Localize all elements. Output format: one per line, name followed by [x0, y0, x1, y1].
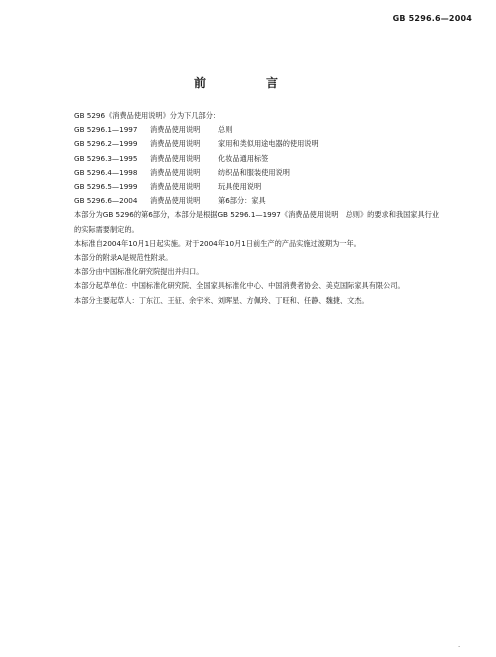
- paragraph-effective-date: 本标准自2004年10月1日起实施。对于2004年10月1日前生产的产品实施过渡期为一年。: [74, 238, 361, 248]
- part-code: GB 5296.2—1999: [74, 139, 138, 149]
- part-desc: 化妆品通用标签: [218, 153, 269, 163]
- part-desc: 玩具使用说明: [218, 182, 262, 192]
- page-title: 前 言: [193, 76, 302, 90]
- part-row: [64, 137, 442, 151]
- part-row: [64, 194, 442, 208]
- paragraph-appendix: 本部分的附录A是规范性附录。: [74, 253, 173, 263]
- part-desc: 总则: [218, 125, 233, 135]
- part-row: [64, 166, 442, 180]
- standard-code: GB 5296.6—2004: [392, 14, 472, 23]
- paragraph-drafting-units: 本部分起草单位：中国标准化研究院、全国家具标准化中心、中国消费者协会、美克国际家具有限公司。: [74, 281, 405, 291]
- part-row: [64, 180, 442, 194]
- part-code: GB 5296.1—1997: [74, 125, 138, 135]
- part-row: [64, 152, 442, 166]
- part-name: 消费品使用说明: [150, 182, 201, 192]
- part-name: 消费品使用说明: [150, 139, 201, 149]
- part-code: GB 5296.5—1999: [74, 182, 138, 192]
- part-name: 消费品使用说明: [150, 167, 201, 177]
- body-text: [64, 109, 442, 308]
- intro-line: GB 5296《消费品使用说明》分为下几部分：: [74, 111, 221, 120]
- part-row: [64, 123, 442, 137]
- part-code: GB 5296.6—2004: [74, 196, 138, 206]
- paragraph-scope: 本部分为GB 5296的第6部分，本部分是根据GB 5296.1—1997《消费品使用说明 总则》的要求和我国家具行业的实际需要制定的。: [74, 210, 440, 234]
- paragraph-proposer: 本部分由中国标准化研究院提出并归口。: [74, 267, 204, 277]
- corner-mark: ·: [458, 644, 460, 651]
- part-code: GB 5296.4—1998: [74, 167, 138, 177]
- part-desc: 纺织品和服装使用说明: [218, 167, 290, 177]
- paragraph-drafters: 本部分主要起草人：丁东江、王征、余宇米、刘晖星、方佩玲、丁旺和、任静、魏捷、文杰。: [74, 295, 369, 305]
- part-name: 消费品使用说明: [150, 196, 201, 206]
- part-name: 消费品使用说明: [150, 153, 201, 163]
- part-desc: 家用和类似用途电器的使用说明: [218, 139, 319, 149]
- part-code: GB 5296.3—1995: [74, 153, 138, 163]
- part-desc: 第6部分：家具: [218, 196, 266, 206]
- part-name: 消费品使用说明: [150, 125, 201, 135]
